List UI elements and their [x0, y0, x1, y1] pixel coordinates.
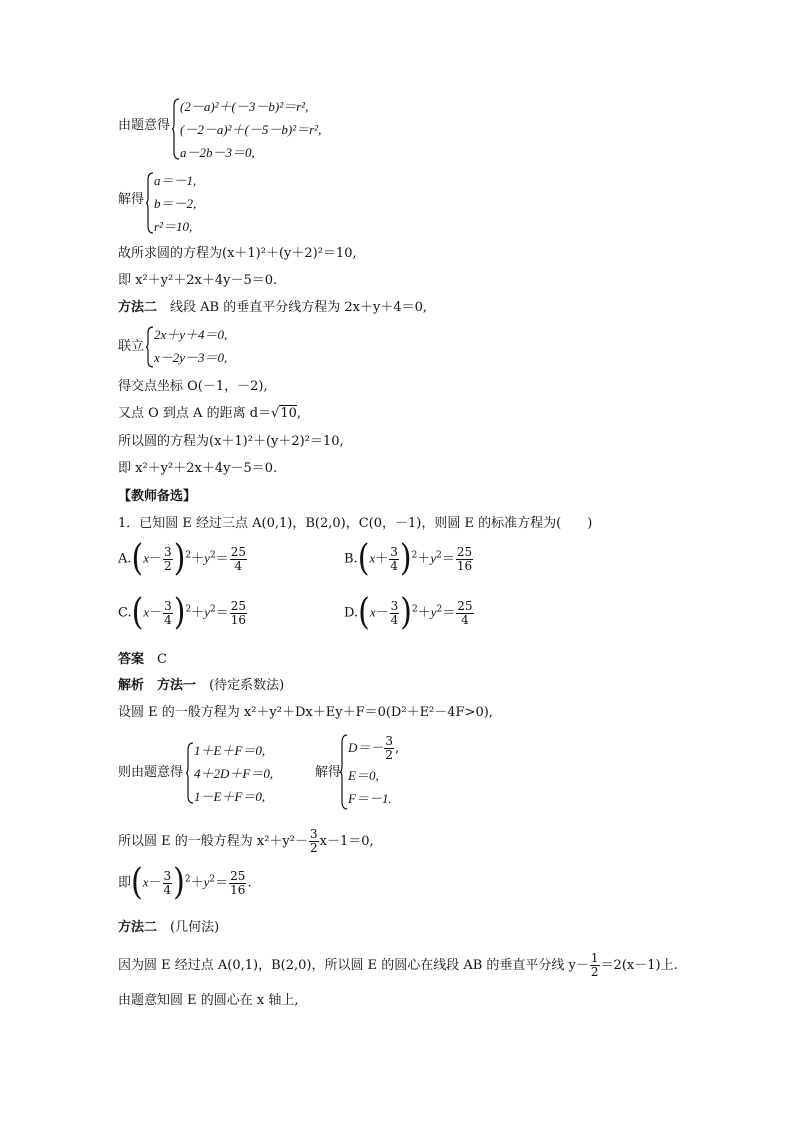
frac-num: 25 — [457, 598, 473, 613]
option-sign: ＋ — [375, 551, 389, 567]
because-line: 因为圆 E 经过点 A(0,1)，B(2,0)，所以圆 E 的圆心在线段 AB 的垂直平分线 y－ $\frac{1}{2}$ ＝2(x－1)上. — [118, 951, 678, 979]
brace-icon — [146, 326, 154, 368]
system5-row: E＝0, — [348, 768, 379, 783]
option-letter: C. — [118, 605, 132, 621]
frac-num: 25 — [230, 544, 246, 559]
question-1: 1．已知圆 E 经过三点 A(0,1)，B(2,0)，C(0，－1)，则圆 E 的标准方程为( ) — [118, 516, 593, 531]
system3-label: 联立 — [118, 339, 145, 354]
frac-num: 1 — [590, 951, 599, 965]
method2b-heading: 方法二 — [118, 920, 158, 935]
system5-row: D＝－ $\frac{3}{2}$ , — [348, 734, 400, 762]
frac-num: 3 — [385, 734, 394, 748]
system1-row: a－2b－3＝0, — [180, 145, 255, 160]
frac-den: 4 — [234, 558, 243, 573]
analysis-line — [118, 678, 284, 694]
system3-row: x－2y－3＝0, — [154, 350, 228, 365]
frac-num: 25 — [230, 868, 246, 883]
answer-label: 答案 — [118, 652, 145, 667]
system4-equations — [194, 739, 273, 808]
teacher-heading: 【教师备选】 — [118, 489, 197, 504]
frac-num: 3 — [164, 598, 172, 613]
method2-text: 线段 AB 的垂直平分线方程为 2x＋y＋4＝0, — [170, 300, 427, 315]
frac-den: 2 — [385, 748, 394, 762]
general-result-line: 所以圆 E 的一般方程为 x²＋y²－ $\frac{3}{2}$ x－1＝0, — [118, 827, 374, 855]
system1-row: (2－a)²＋(－3－b)²＝r², — [180, 99, 309, 114]
frac-num: 25 — [456, 544, 473, 559]
frac-num: 3 — [163, 868, 172, 883]
option-letter: B. — [344, 551, 358, 567]
frac-den: 2 — [590, 965, 599, 979]
method1-label: 方法一 — [157, 678, 197, 693]
frac-num: 3 — [164, 544, 172, 559]
system1-label: 由题意得 — [118, 118, 171, 133]
option-letter: D. — [344, 605, 359, 621]
frac-den: 16 — [456, 558, 473, 573]
option-sign: － — [149, 551, 163, 567]
frac-num: 3 — [390, 544, 398, 559]
frac-den: 4 — [390, 558, 398, 573]
hence-line: 故所求圆的方程为(x＋1)²＋(y＋2)²＝10, — [118, 246, 357, 261]
analysis-label: 解析 — [118, 678, 145, 693]
system5-label: 解得 — [315, 765, 342, 780]
frac-den: 4 — [390, 612, 399, 627]
frac-den: 16 — [230, 882, 246, 897]
ie-line-3: 即(x－ $\frac{3}{4}$ )$^2+y^2=$ $\frac{25}{16}$ . — [118, 861, 252, 904]
system3-equations — [154, 323, 227, 369]
method2-heading: 方法二 — [118, 300, 158, 315]
method2b-note: (几何法) — [170, 920, 220, 935]
system2-equations — [154, 169, 196, 238]
intersect-line: 得交点坐标 O(－1，－2), — [118, 379, 268, 394]
option-sign: － — [375, 605, 389, 621]
system4-row: 1＋E＋F＝0, — [194, 743, 266, 758]
answer-line — [118, 652, 167, 668]
distance-line — [118, 406, 301, 422]
frac-den: 2 — [164, 558, 172, 573]
option-b[interactable]: B.(x＋ $\frac{3}{4}$ )$^2+y^2=$ $\frac{25}{16}$ — [344, 537, 473, 580]
distance-radicand: 10 — [280, 406, 297, 421]
option-letter: A. — [118, 551, 132, 567]
frac-den: 2 — [310, 841, 318, 855]
system3-row: 2x＋y＋4＝0, — [154, 327, 228, 342]
method2b-line — [118, 920, 219, 936]
system5-equations — [348, 732, 399, 810]
distance-prefix: 又点 O 到点 A 的距离 d＝ — [118, 406, 272, 421]
option-d[interactable]: D.(x－ $\frac{3}{4}$ )$^2+y^2=$ $\frac{25}{4}$ — [344, 591, 473, 634]
frac-den: 4 — [461, 612, 469, 627]
option-c[interactable]: C.(x－ $\frac{3}{4}$ )$^2+y^2=$ $\frac{25}{16}$ — [118, 591, 247, 634]
frac-num: 3 — [390, 598, 399, 613]
system1-equations — [180, 95, 321, 164]
frac-den: 4 — [163, 882, 172, 897]
last-line: 由题意知圆 E 的圆心在 x 轴上, — [118, 993, 299, 1008]
frac-num: 25 — [230, 598, 247, 613]
so-line-2: 所以圆的方程为(x＋1)²＋(y＋2)²＝10, — [118, 434, 344, 449]
system2-row: a＝－1, — [154, 173, 197, 188]
brace-icon — [186, 742, 194, 804]
sqrt-icon: √ — [271, 406, 280, 421]
system2-row: r²＝10, — [154, 219, 193, 234]
system4-row: 4＋2D＋F＝0, — [194, 766, 274, 781]
frac-den: 16 — [230, 612, 247, 627]
option-a[interactable]: A.(x－ $\frac{3}{2}$ )$^2+y^2=$ $\frac{25}{4}$ — [118, 537, 246, 580]
brace-icon — [146, 172, 154, 234]
general-form-line: 设圆 E 的一般方程为 x²＋y²＋Dx＋Ey＋F＝0(D²＋E²－4F>0), — [118, 705, 493, 720]
frac-den: 4 — [164, 612, 172, 627]
system4-label: 则由题意得 — [118, 765, 184, 780]
distance-suffix: , — [296, 406, 302, 421]
system2-row: b＝－2, — [154, 196, 197, 211]
ie-line-1: 即 x²＋y²＋2x＋4y－5＝0. — [118, 273, 278, 288]
answer-value: C — [157, 652, 167, 667]
frac-num: 3 — [310, 827, 318, 841]
brace-icon — [340, 734, 348, 810]
method1-note: (待定系数法) — [209, 678, 285, 693]
brace-icon — [172, 98, 180, 160]
option-sign: － — [149, 605, 163, 621]
system2-label: 解得 — [118, 192, 145, 207]
system1-row: (－2－a)²＋(－5－b)²＝r², — [180, 122, 322, 137]
system5-row: F＝－1. — [348, 791, 392, 806]
system4-row: 1－E＋F＝0, — [194, 789, 266, 804]
ie-line-2: 即 x²＋y²＋2x＋4y－5＝0. — [118, 461, 278, 476]
method2-line — [118, 300, 427, 316]
